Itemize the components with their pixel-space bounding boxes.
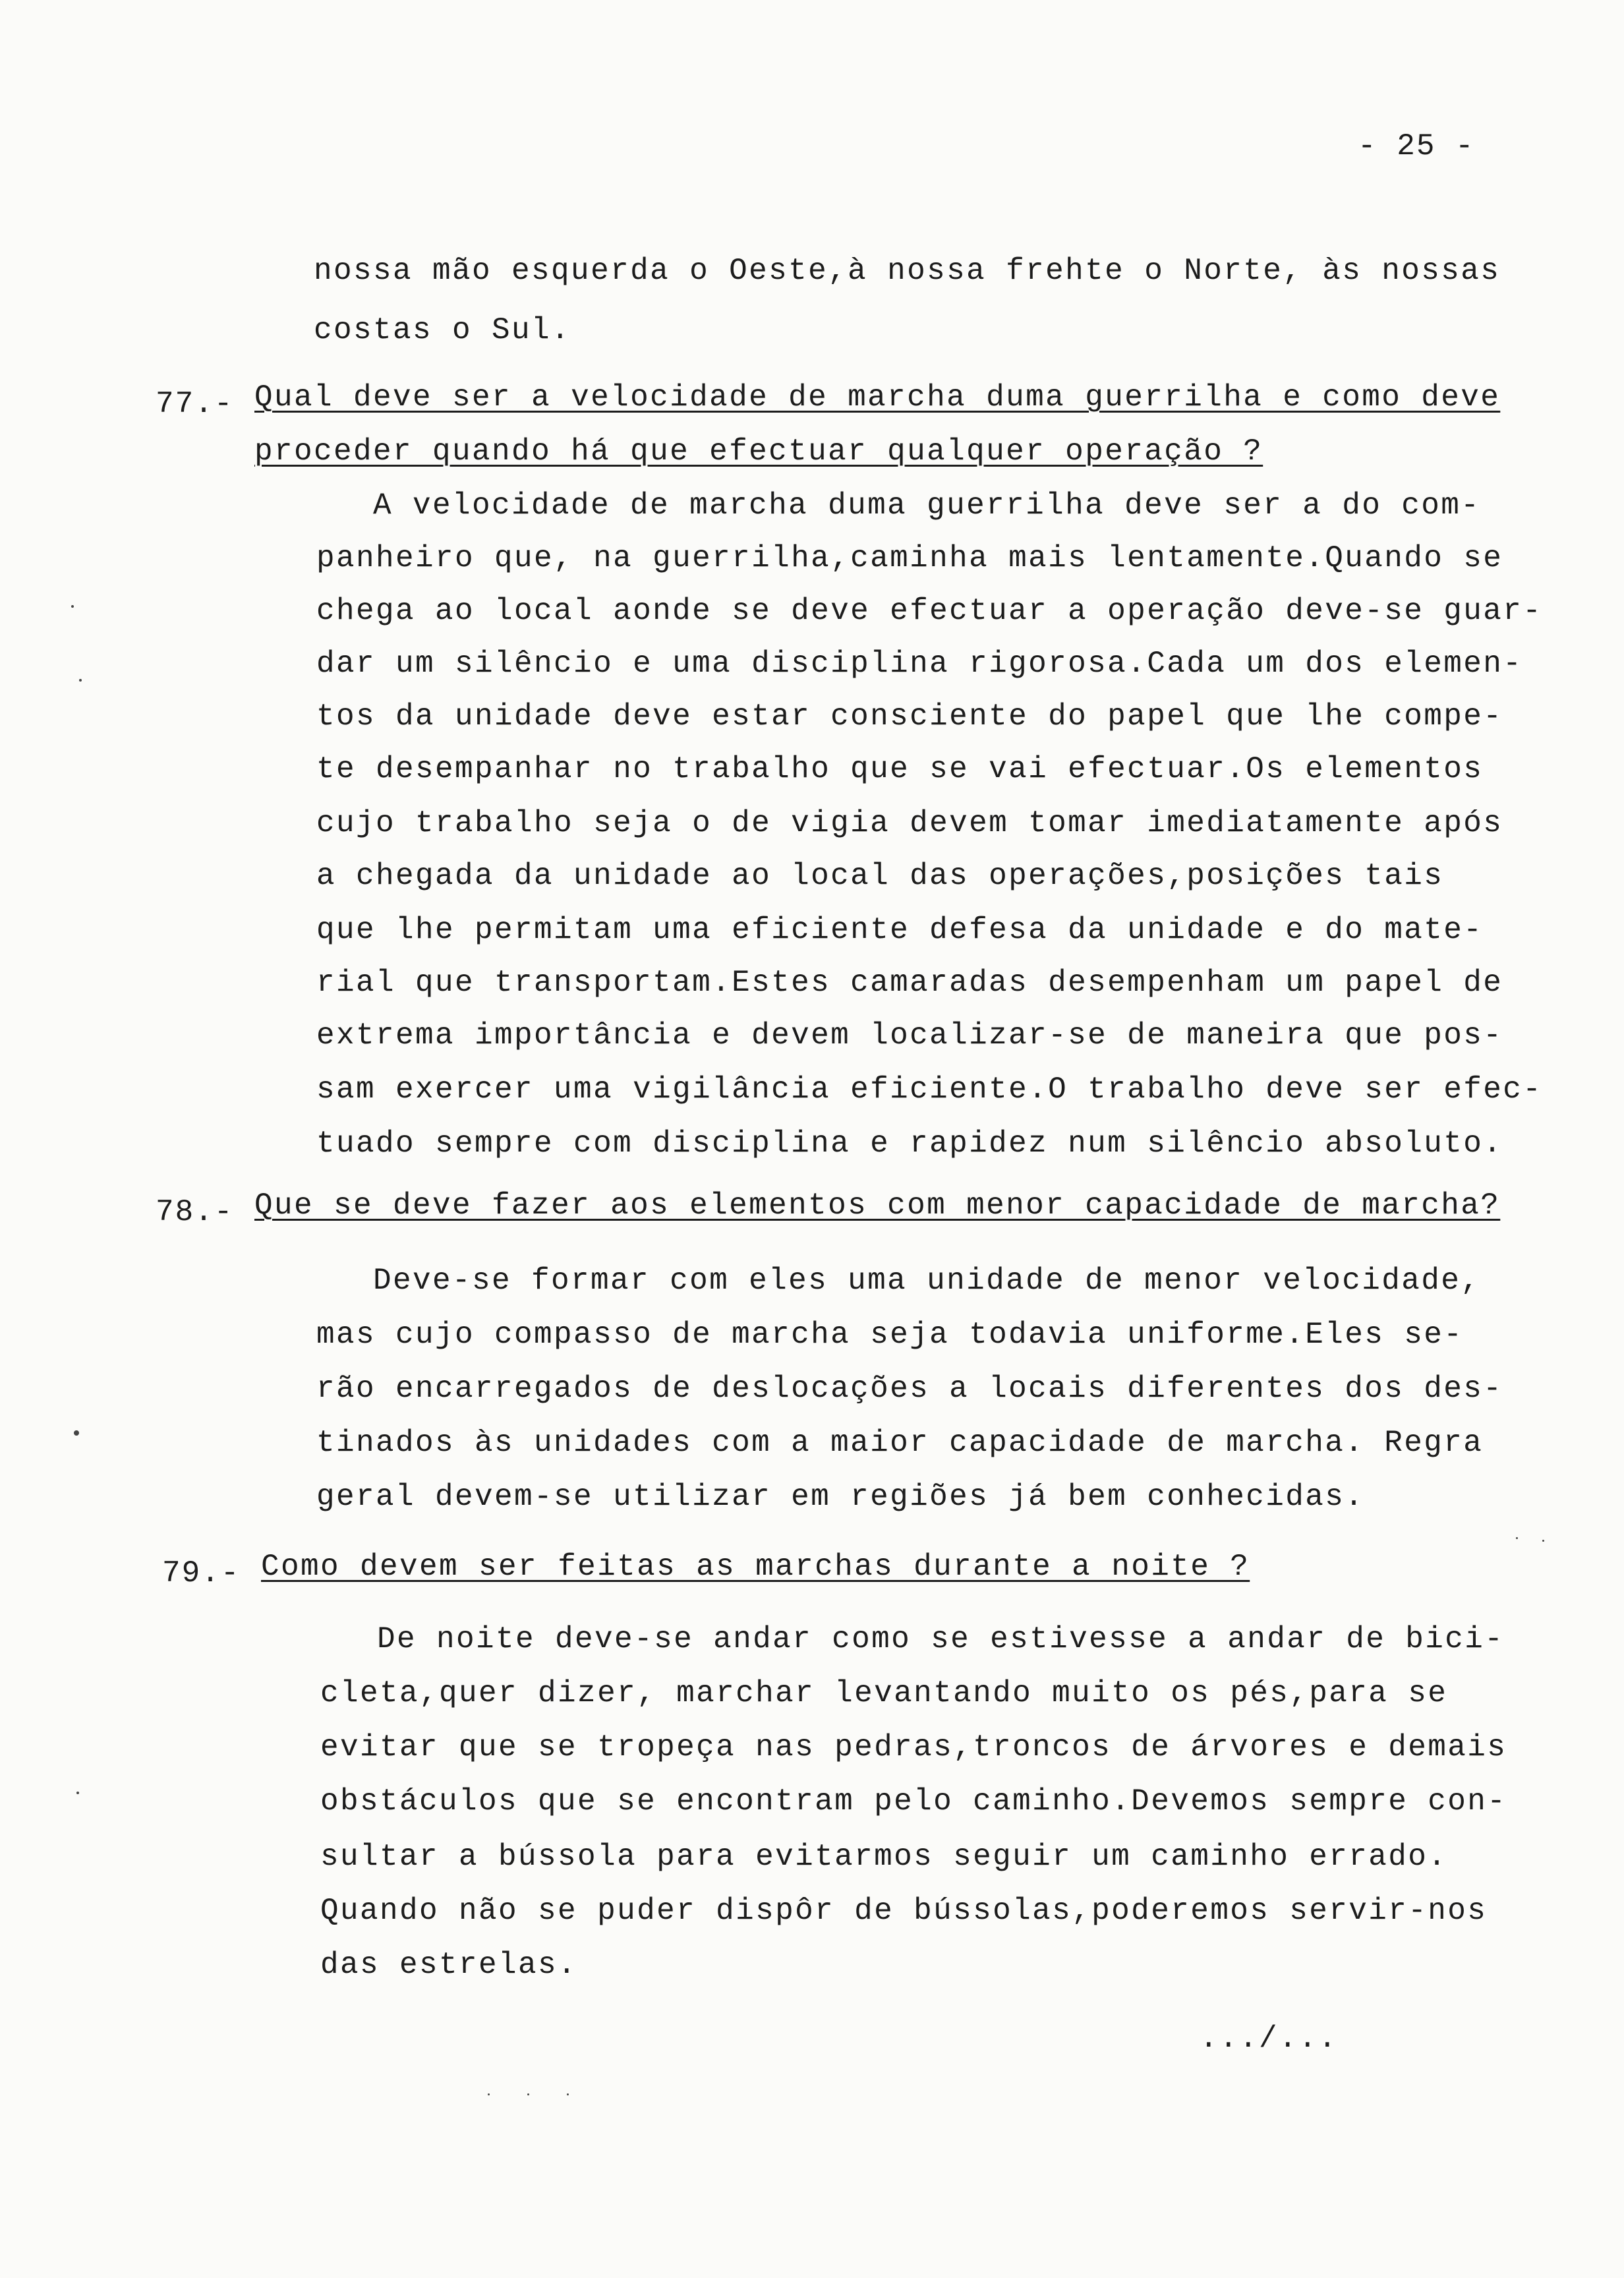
answer-line: Quando não se puder dispôr de bússolas,poderemos servir-nos xyxy=(320,1894,1488,1928)
question-number: 77.- xyxy=(156,387,234,421)
scan-speck xyxy=(74,1430,79,1436)
answer-line: A velocidade de marcha duma guerrilha deve ser a do com- xyxy=(373,488,1481,523)
question-number: 79.- xyxy=(162,1556,241,1591)
answer-line: obstáculos que se encontram pelo caminho.Devemos sempre con- xyxy=(320,1784,1507,1819)
scan-speck xyxy=(71,605,74,608)
answer-line: cujo trabalho seja o de vigia devem tomar imediatamente após xyxy=(316,806,1503,840)
answer-line: De noite deve-se andar como se estivesse a andar de bici- xyxy=(377,1622,1505,1656)
scan-speck xyxy=(527,2093,529,2095)
answer-line: rão encarregados de deslocações a locais diferentes dos des- xyxy=(316,1372,1503,1406)
answer-line: que lhe permitam uma eficiente defesa da unidade e do mate- xyxy=(316,913,1484,947)
answer-line: Deve-se formar com eles uma unidade de menor velocidade, xyxy=(373,1264,1481,1298)
answer-line: extrema importância e devem localizar-se de maneira que pos- xyxy=(316,1018,1503,1053)
answer-line: te desempanhar no trabalho que se vai efectuar.Os elementos xyxy=(316,752,1484,786)
body-line: costas o Sul. xyxy=(314,313,571,347)
answer-line: mas cujo compasso de marcha seja todavia uniforme.Eles se- xyxy=(316,1318,1464,1352)
answer-line: tos da unidade deve estar consciente do papel que lhe compe- xyxy=(316,699,1503,734)
question-text: Qual deve ser a velocidade de marcha duma guerrilha e como deve xyxy=(254,380,1501,415)
answer-line: geral devem-se utilizar em regiões já bem conhecidas. xyxy=(316,1480,1365,1514)
answer-line: tinados às unidades com a maior capacidade de marcha. Regra xyxy=(316,1426,1484,1460)
scan-speck xyxy=(76,1792,79,1794)
answer-line: chega ao local aonde se deve efectuar a operação deve-se guar- xyxy=(316,594,1543,628)
answer-line: tuado sempre com disciplina e rapidez num silêncio absoluto. xyxy=(316,1126,1503,1161)
answer-line: cleta,quer dizer, marchar levantando muito os pés,para se xyxy=(320,1676,1448,1710)
scan-speck xyxy=(1542,1540,1544,1542)
body-line: nossa mão esquerda o Oeste,à nossa frehte o Norte, às nossas xyxy=(314,254,1501,288)
question-text: proceder quando há que efectuar qualquer operação ? xyxy=(254,434,1263,469)
answer-line: dar um silêncio e uma disciplina rigorosa.Cada um dos elemen- xyxy=(316,647,1523,681)
scan-speck xyxy=(488,2093,490,2095)
scan-speck xyxy=(79,679,82,682)
question-text: Que se deve fazer aos elementos com menor capacidade de marcha? xyxy=(254,1188,1501,1223)
answer-line: sam exercer uma vigilância eficiente.O trabalho deve ser efec- xyxy=(316,1072,1543,1107)
page-number: - 25 - xyxy=(1358,129,1475,163)
scan-speck xyxy=(567,2093,569,2095)
answer-line: panheiro que, na guerrilha,caminha mais lentamente.Quando se xyxy=(316,541,1503,575)
answer-line: sultar a bússola para evitarmos seguir um caminho errado. xyxy=(320,1840,1448,1874)
scan-speck xyxy=(1516,1537,1518,1539)
continuation-marker: .../... xyxy=(1200,2022,1339,2056)
answer-line: evitar que se tropeça nas pedras,troncos de árvores e demais xyxy=(320,1730,1507,1765)
answer-line: rial que transportam.Estes camaradas desempenham um papel de xyxy=(316,966,1503,1000)
question-text: Como devem ser feitas as marchas durante a noite ? xyxy=(261,1550,1250,1584)
answer-line: das estrelas. xyxy=(320,1948,578,1982)
question-number: 78.- xyxy=(156,1195,234,1229)
answer-line: a chegada da unidade ao local das operações,posições tais xyxy=(316,859,1444,893)
